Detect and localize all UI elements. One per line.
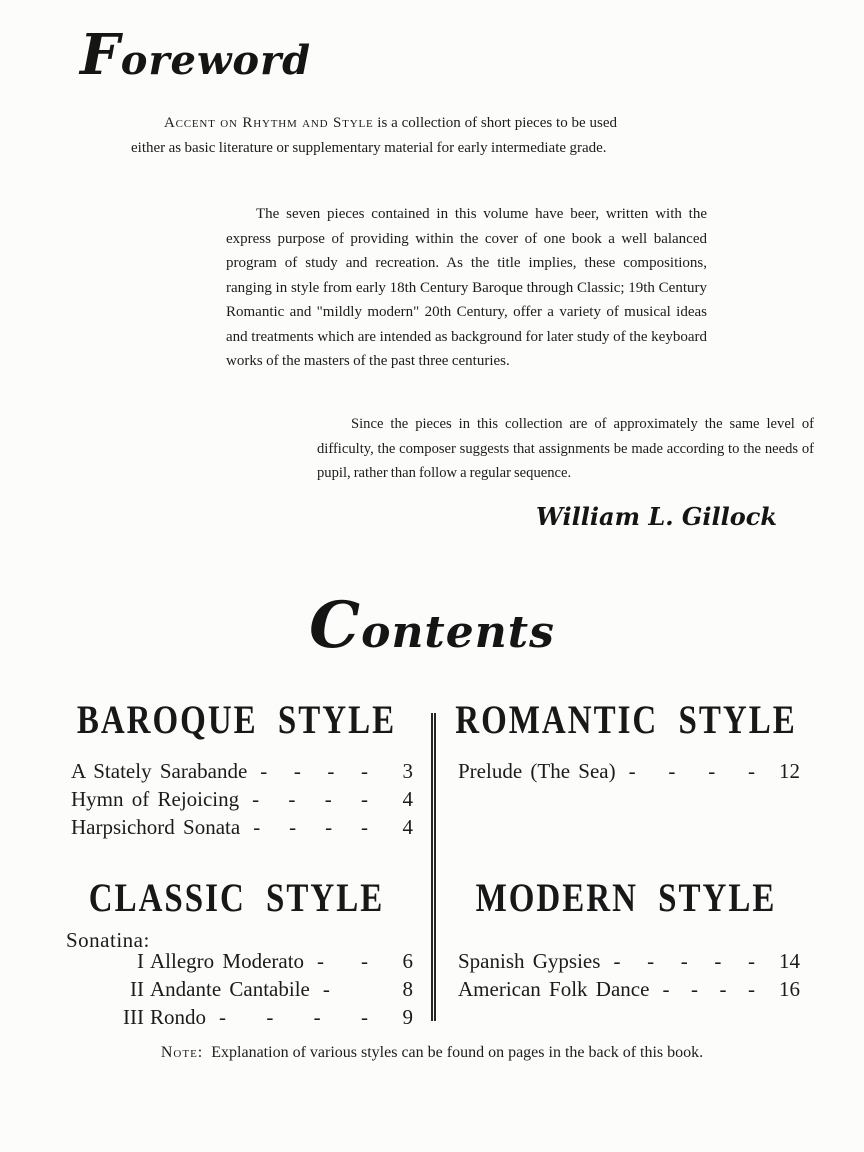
toc-row [452, 757, 800, 785]
toc-item-title: A Stately Sarabande [71, 759, 248, 783]
toc-row [60, 813, 413, 841]
toc-item-title: Hymn of Rejoicing [71, 787, 240, 811]
toc-page-number: 4 [402, 815, 413, 839]
toc-item-title: Prelude (The Sea) [458, 759, 616, 783]
toc-leader-dashes: - [322, 977, 331, 1001]
toc-row [100, 947, 413, 975]
toc-leader-dashes: - - - - [662, 977, 756, 1001]
toc-leader-dashes: - - [317, 949, 369, 973]
movement-numeral: III [123, 1005, 144, 1029]
sonatina-subheading: Sonatina: [66, 928, 150, 952]
classic-style-heading: CLASSIC STYLE [88, 876, 385, 921]
toc-page-number: 4 [402, 787, 413, 811]
baroque-style-heading: BAROQUE STYLE [76, 698, 397, 743]
toc-page-number: 6 [402, 949, 413, 973]
toc-leader-dashes: - - - - [252, 787, 369, 811]
contents-title: Contents [309, 588, 555, 663]
movement-numeral: II [130, 977, 144, 1001]
toc-page-number: 8 [402, 977, 413, 1001]
toc-leader-dashes: - - - - [219, 1005, 369, 1029]
toc-row [60, 757, 413, 785]
modern-style-heading: MODERN STYLE [475, 876, 777, 921]
book-title-smallcaps: Accent on Rhythm and Style [164, 115, 374, 131]
toc-row [100, 975, 413, 1003]
toc-page-number: 16 [779, 977, 800, 1001]
toc-leader-dashes: - - - - [260, 759, 369, 783]
foreword-paragraph-2: The seven pieces contained in this volume have beer, written with the express purpose of providing within the cover of one book a well balanced program of study and recreation. As the title implies, these compositions, ranging in style from early 18th Century Baroque through Classic; 19th Century Romantic and "mildly modern" 20th Century, offer a variety of musical ideas and treatments which are intended as background for later study of the keyboard works of the masters of the past three centuries. [226, 206, 707, 369]
toc-leader-dashes: - - - - [253, 815, 369, 839]
romantic-item-list [452, 757, 800, 785]
toc-page-number: 12 [779, 759, 800, 783]
toc-item-title: Allegro Moderato [150, 949, 305, 973]
romantic-style-heading: ROMANTIC STYLE [455, 698, 797, 743]
column-divider [431, 713, 436, 1021]
toc-row [452, 947, 800, 975]
foreword-title: Foreword [80, 22, 312, 88]
toc-item-title: Andante Cantabile [150, 977, 310, 1001]
baroque-item-list [60, 757, 413, 841]
foreword-paragraph-3: Since the pieces in this collection are of approximately the same level of difficulty, the composer suggests that assignments be made according to the needs of pupil, rather than follow a regular sequence. [317, 416, 814, 481]
classic-item-list [100, 947, 413, 1031]
toc-leader-dashes: - - - - - [613, 949, 756, 973]
toc-row [100, 1003, 413, 1031]
toc-leader-dashes: - - - - [628, 759, 756, 783]
toc-row [60, 785, 413, 813]
toc-item-title: Rondo [150, 1005, 207, 1029]
toc-page-number: 3 [402, 759, 413, 783]
foreword-paragraph-1 [131, 111, 617, 160]
author-signature: William L. Gillock [536, 502, 777, 531]
note-text: Explanation of various styles can be found on pages in the back of this book. [211, 1044, 704, 1061]
toc-item-title: American Folk Dance [458, 977, 650, 1001]
toc-page-number: 9 [402, 1005, 413, 1029]
foreword-paragraph-1-text: is a collection of short pieces to be used either as basic literature or supplementary material for early intermediate grade. [131, 115, 617, 156]
footnote [0, 1044, 864, 1062]
toc-item-title: Spanish Gypsies [458, 949, 601, 973]
toc-page-number: 14 [779, 949, 800, 973]
toc-row [452, 975, 800, 1003]
modern-item-list [452, 947, 800, 1003]
note-label: Note: [160, 1044, 204, 1061]
movement-numeral: I [137, 949, 144, 973]
toc-item-title: Harpsichord Sonata [71, 815, 241, 839]
